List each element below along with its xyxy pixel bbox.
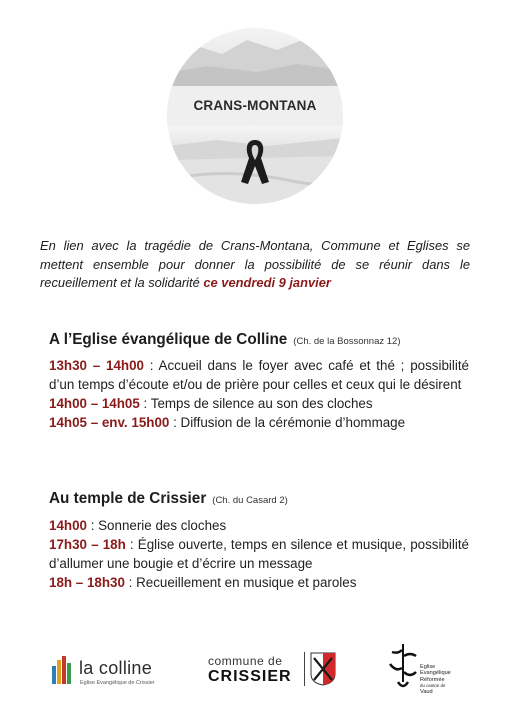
schedule-item <box>49 394 469 413</box>
logo-divider <box>304 652 305 686</box>
section-crissier-title <box>49 490 288 508</box>
eerv-line: Eglise <box>420 664 436 670</box>
schedule-text: : Diffusion de la cérémonie d’hommage <box>169 415 406 430</box>
mourning-ribbon-icon <box>240 138 270 186</box>
eerv-line: du canton de <box>420 682 446 688</box>
eerv-logo <box>388 642 468 694</box>
la-colline-name: la colline <box>79 658 153 678</box>
schedule-crissier <box>49 516 469 592</box>
section-crissier-address: (Ch. du Casard 2) <box>212 495 288 506</box>
section-crissier-heading: Au temple de Crissier <box>49 490 207 507</box>
intro-paragraph <box>40 237 470 293</box>
eerv-line: Vaud <box>420 689 433 696</box>
eerv-cross-icon <box>388 642 418 692</box>
schedule-text: : Église ouverte, temps en silence et musique, possibilité d’allumer une bougie et d’écrire un message <box>49 537 469 571</box>
la-colline-subtitle: Eglise Evangélique de Crissier <box>80 680 155 686</box>
la-colline-mark-icon <box>52 654 72 684</box>
schedule-time: 13h30 – 14h00 <box>49 358 144 373</box>
section-colline-heading: A l’Eglise évangélique de Colline <box>49 331 288 348</box>
eerv-text <box>420 664 451 695</box>
schedule-text: : Sonnerie des cloches <box>86 518 227 533</box>
schedule-time: 18h – 18h30 <box>49 575 125 590</box>
schedule-item <box>49 535 469 573</box>
schedule-time: 14h05 – env. 15h00 <box>49 415 170 430</box>
schedule-text: : Temps de silence au son des cloches <box>139 396 373 411</box>
crissier-coat-of-arms-icon <box>310 652 336 686</box>
schedule-item <box>49 516 469 535</box>
hero-title: CRANS-MONTANA <box>193 98 317 113</box>
section-colline-address: (Ch. de la Bossonnaz 12) <box>293 336 401 347</box>
hero-image <box>167 28 343 204</box>
intro-date: ce vendredi 9 janvier <box>203 275 331 290</box>
schedule-item <box>49 356 469 394</box>
eerv-line: Evangélique <box>420 670 451 677</box>
intro-text: En lien avec la tragédie de Crans-Montana, Commune et Eglises se mettent ensemble pour donner la possibilité de se réunir dans le recueillement et la solidarité <box>40 238 470 290</box>
schedule-time: 14h00 <box>49 518 87 533</box>
la-colline-logo <box>52 654 172 690</box>
schedule-item <box>49 413 469 432</box>
section-colline-title <box>49 331 401 349</box>
commune-crissier-logo <box>208 650 338 690</box>
schedule-time: 14h00 – 14h05 <box>49 396 140 411</box>
schedule-colline <box>49 356 469 432</box>
eerv-line: Réformée <box>420 676 445 683</box>
schedule-text: : Recueillement en musique et paroles <box>124 575 357 590</box>
crissier-label: CRISSIER <box>208 668 292 685</box>
schedule-time: 17h30 – 18h <box>49 537 126 552</box>
commune-label: commune de <box>208 654 283 668</box>
schedule-text: : Accueil dans le foyer avec café et thé ; possibilité d’un temps d’écoute et/ou de prière pour celles et ceux qui le désirent <box>49 358 470 392</box>
schedule-item <box>49 573 469 592</box>
